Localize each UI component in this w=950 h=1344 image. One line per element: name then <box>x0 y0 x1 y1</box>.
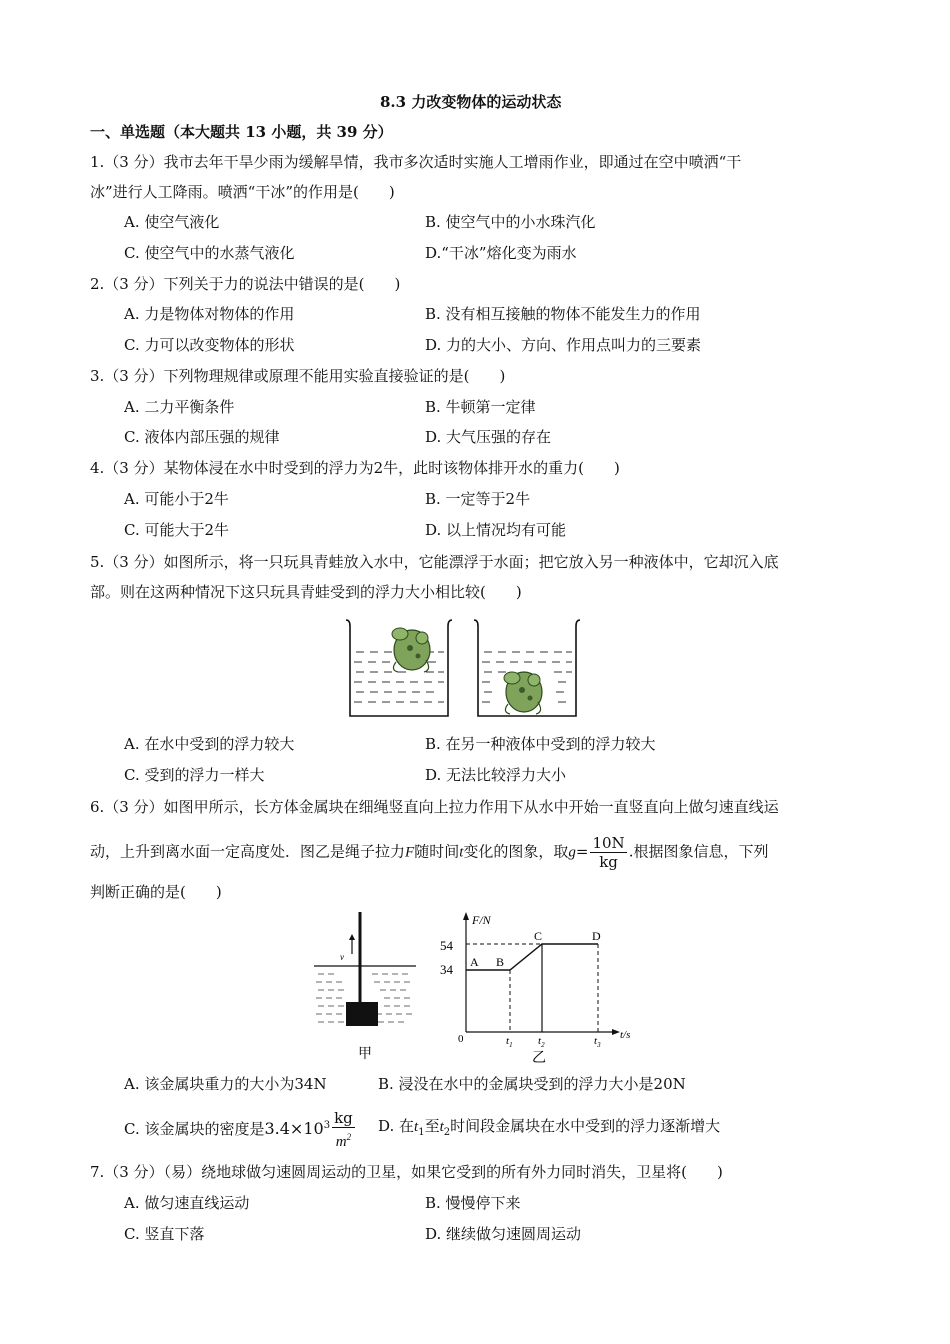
option-c[interactable]: C. 使空气中的水蒸气液化 <box>124 244 295 262</box>
g-fraction <box>590 834 626 871</box>
text-segment: 动，上升到离水面一定高度处．图乙是绳子拉力 <box>90 842 406 861</box>
x-tick-t3: $t_3$ <box>594 1035 601 1049</box>
density-exponent: 3 <box>323 1120 331 1131</box>
velocity-label: v <box>340 952 344 962</box>
text-segment: .根据图象信息，下列 <box>628 842 769 861</box>
frog-icon <box>392 628 430 672</box>
y-tick-34: 34 <box>440 962 453 977</box>
figure-jia-label: 甲 <box>358 1047 372 1062</box>
option-c[interactable] <box>124 1106 357 1151</box>
unit-numerator: kg <box>334 1109 353 1127</box>
question-text: 6.（3 分）如图甲所示，长方体金属块在细绳竖直向上拉力作用下从水中开始一直竖直向上做匀速直线运 <box>90 798 779 816</box>
option-a[interactable]: A. 使空气液化 <box>124 213 220 231</box>
option-a[interactable]: A. 力是物体对物体的作用 <box>124 305 295 323</box>
density-value: 3.4×10 <box>264 1119 324 1138</box>
var-g: g <box>568 844 576 861</box>
point-d: D <box>592 929 601 943</box>
point-c: C <box>534 929 543 943</box>
question-text: 冰”进行人工降雨。喷洒“干冰”的作用是( ) <box>90 183 395 201</box>
option-b[interactable]: B. 没有相互接触的物体不能发生力的作用 <box>425 305 701 323</box>
option-c[interactable]: C. 可能大于2牛 <box>124 521 230 539</box>
beaker-water <box>346 620 452 716</box>
force-line <box>466 944 598 970</box>
g-denominator: kg <box>599 853 618 871</box>
text-segment: 随时间 <box>414 842 460 861</box>
option-d[interactable]: D. 以上情况均有可能 <box>425 521 567 539</box>
figure-jia <box>312 912 420 1062</box>
frog-icon <box>504 672 542 714</box>
question-text: 7.（3 分）（易）绕地球做匀速圆周运动的卫星，如果它受到的所有外力同时消失，卫星将( ) <box>90 1163 723 1181</box>
equals: = <box>575 842 589 861</box>
option-text: D. 在 <box>378 1117 415 1135</box>
sub-1: 1 <box>418 1127 425 1138</box>
option-text: 时间段金属块在水中受到的浮力逐渐增大 <box>450 1117 721 1135</box>
option-c[interactable]: C. 液体内部压强的规律 <box>124 428 280 446</box>
option-d[interactable] <box>378 1116 720 1143</box>
option-a[interactable]: A. 做匀速直线运动 <box>124 1194 250 1212</box>
option-b[interactable] <box>378 1074 686 1094</box>
unit-denominator: $m^2$ <box>335 1132 352 1150</box>
option-d[interactable]: D. 力的大小、方向、作用点叫力的三要素 <box>425 336 702 354</box>
metal-block <box>346 1002 378 1026</box>
option-b[interactable]: B. 一定等于2牛 <box>425 490 531 508</box>
option-text: C. 该金属块的密度是 <box>124 1120 265 1138</box>
text-segment: 变化的图象，取 <box>463 842 569 861</box>
sub-2: 2 <box>443 1127 451 1138</box>
option-a[interactable] <box>124 1074 327 1094</box>
question-text: 3.（3 分）下列物理规律或原理不能用实验直接验证的是( ) <box>90 367 506 385</box>
point-a: A <box>470 955 479 969</box>
option-c[interactable]: C. 竖直下落 <box>124 1225 205 1243</box>
question-text: 判断正确的是( ) <box>90 883 222 901</box>
option-d[interactable]: D.“干冰”熔化变为雨水 <box>425 244 577 262</box>
question-text: 2.（3 分）下列关于力的说法中错误的是( ) <box>90 275 401 293</box>
option-a[interactable]: A. 二力平衡条件 <box>124 398 235 416</box>
x-tick-t2: $t_2$ <box>538 1035 545 1049</box>
beaker-liquid <box>474 620 580 716</box>
figure-yi-graph <box>432 906 642 1066</box>
option-b[interactable]: B. 使空气中的小水珠汽化 <box>425 213 596 231</box>
origin-label: 0 <box>458 1033 464 1045</box>
x-axis-label: t/s <box>620 1029 631 1041</box>
option-d[interactable]: D. 无法比较浮力大小 <box>425 766 567 784</box>
question-text <box>90 834 768 871</box>
density-unit <box>332 1109 355 1151</box>
option-c[interactable]: C. 受到的浮力一样大 <box>124 766 265 784</box>
var-f: F <box>405 844 415 861</box>
g-numerator: 10N <box>592 834 625 852</box>
figure-yi-label: 乙 <box>532 1051 546 1066</box>
option-b[interactable]: B. 牛顿第一定律 <box>425 398 536 416</box>
option-text: A. 该金属块重力的大小为34N <box>124 1075 327 1093</box>
question-text: 5.（3 分）如图所示，将一只玩具青蛙放入水中，它能漂浮于水面；把它放入另一种液体中，它却沉入底 <box>90 553 779 571</box>
option-d[interactable]: D. 继续做匀速圆周运动 <box>425 1225 582 1243</box>
option-b[interactable]: B. 在另一种液体中受到的浮力较大 <box>425 735 656 753</box>
question-text: 1.（3 分）我市去年干旱少雨为缓解旱情，我市多次适时实施人工增雨作业，即通过在空中喷洒“干 <box>90 153 742 171</box>
option-a[interactable]: A. 可能小于2牛 <box>124 490 229 508</box>
option-c[interactable]: C. 力可以改变物体的形状 <box>124 336 295 354</box>
var-t: t <box>459 844 464 861</box>
page-title: 8.3 力改变物体的运动状态 <box>380 93 562 111</box>
var-t2: t <box>439 1119 444 1135</box>
frog-beakers-figure <box>340 612 580 724</box>
y-axis-label: F/N <box>472 913 491 927</box>
option-a[interactable]: A. 在水中受到的浮力较大 <box>124 735 295 753</box>
section-heading: 一、单选题（本大题共 13 小题，共 39 分） <box>90 123 393 141</box>
option-text: B. 浸没在水中的金属块受到的浮力大小是20N <box>378 1075 686 1093</box>
question-text: 部。则在这两种情况下这只玩具青蛙受到的浮力大小相比较( ) <box>90 583 522 601</box>
y-tick-54: 54 <box>440 938 453 953</box>
option-text: 至 <box>424 1117 440 1135</box>
option-d[interactable]: D. 大气压强的存在 <box>425 428 552 446</box>
point-b: B <box>496 955 505 969</box>
x-tick-t1: $t_1$ <box>506 1035 513 1049</box>
option-b[interactable]: B. 慢慢停下来 <box>425 1194 521 1212</box>
var-t1: t <box>414 1119 419 1135</box>
question-text: 4.（3 分）某物体浸在水中时受到的浮力为2牛，此时该物体排开水的重力( ) <box>90 459 620 477</box>
